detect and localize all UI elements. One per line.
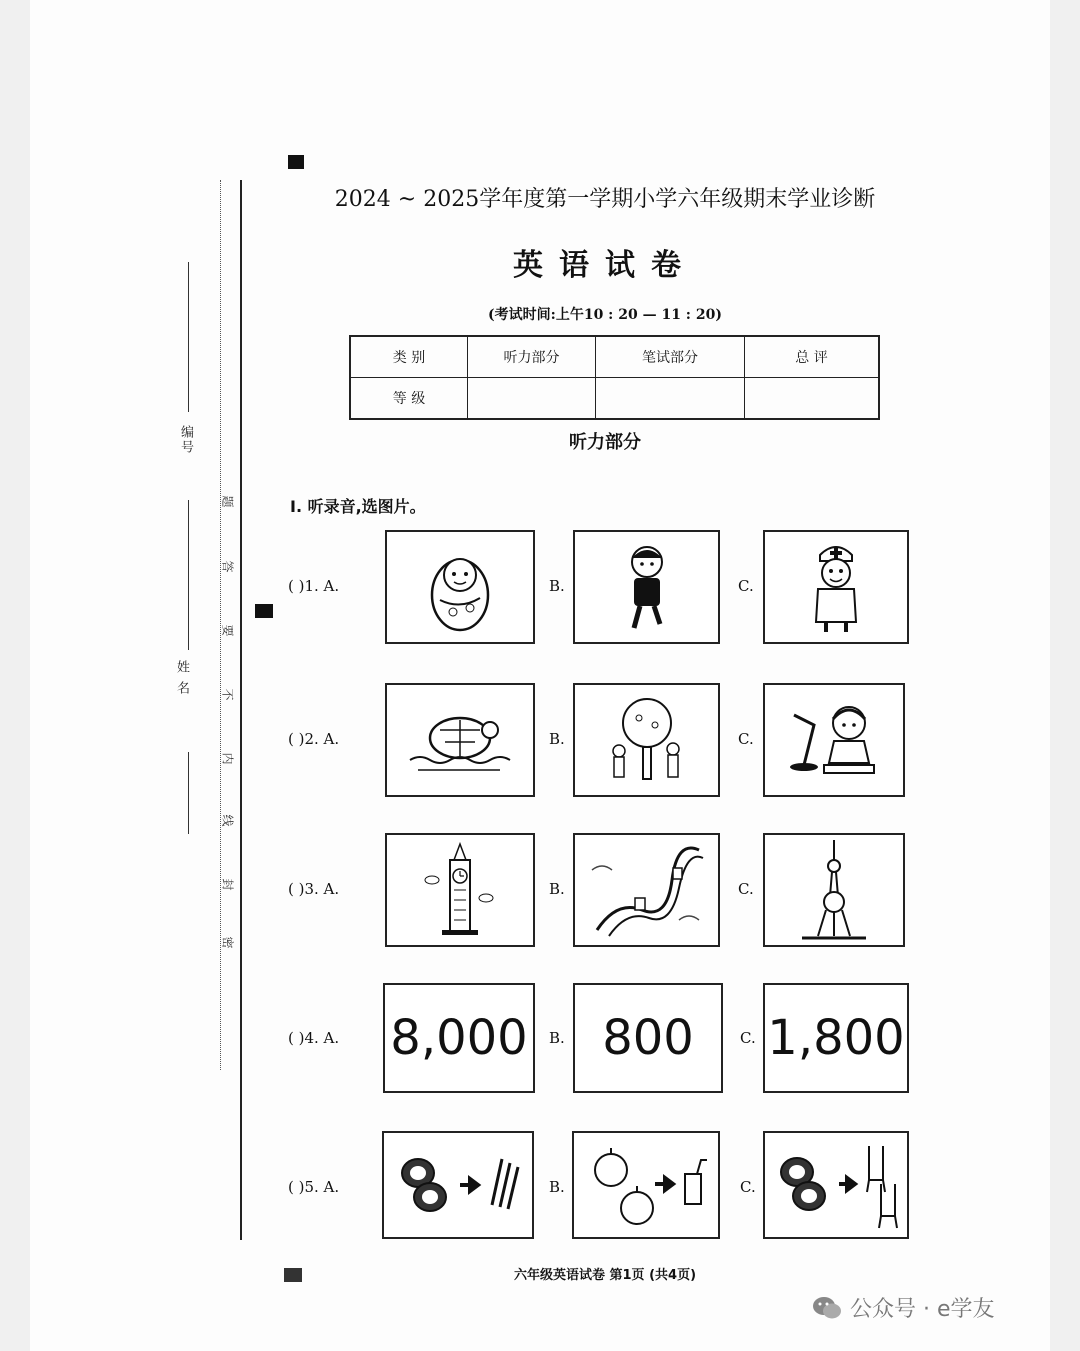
great-wall-icon — [587, 840, 707, 940]
apples-to-juice-icon — [581, 1140, 711, 1230]
number-option: 8,000 — [390, 1010, 528, 1066]
number-label: 编号 — [178, 425, 193, 455]
watermark — [812, 1292, 995, 1323]
option-label-b: B. — [549, 730, 565, 748]
seal-char: 密 — [220, 936, 235, 949]
grade-table-header: 类 别 — [350, 336, 468, 378]
turtle-icon — [400, 700, 520, 780]
number-option: 1,800 — [767, 1010, 905, 1066]
option-label-c: C. — [738, 730, 754, 748]
grade-cell-total[interactable] — [745, 378, 880, 420]
big-ben-icon — [420, 840, 500, 940]
option-box[interactable] — [573, 833, 720, 947]
option-label-b: B. — [549, 1178, 565, 1196]
option-box[interactable] — [572, 1131, 720, 1239]
option-label-b: B. — [549, 577, 565, 595]
grade-cell-listening[interactable] — [468, 378, 596, 420]
option-box[interactable] — [573, 983, 723, 1093]
number-field-line — [188, 262, 189, 412]
seal-char: 题 — [220, 495, 235, 508]
option-label-c: C. — [740, 1029, 756, 1047]
exam-title: 2024 ~ 2025学年度第一学期小学六年级期末学业诊断 — [334, 187, 876, 212]
option-box[interactable] — [573, 683, 720, 797]
grade-table-header: 听力部分 — [468, 336, 596, 378]
option-label-b: B. — [549, 880, 565, 898]
option-box[interactable] — [383, 983, 535, 1093]
seal-char: 线 — [220, 814, 235, 827]
option-box[interactable] — [763, 530, 909, 644]
name-field-line — [188, 500, 189, 650]
option-label-c: C. — [738, 577, 754, 595]
option-box[interactable] — [763, 683, 905, 797]
student-icon — [612, 540, 682, 635]
seal-char: 封 — [220, 878, 235, 891]
grade-table-header: 总 评 — [745, 336, 880, 378]
seal-char: 内 — [220, 752, 235, 765]
option-box[interactable] — [385, 530, 535, 644]
option-label-c: C. — [740, 1178, 756, 1196]
option-box[interactable] — [763, 983, 909, 1093]
question-label: ( )1. A. — [288, 577, 340, 595]
question-label: ( )3. A. — [288, 880, 340, 898]
registration-mark — [255, 604, 273, 618]
extra-field-line — [188, 752, 189, 834]
option-box[interactable] — [385, 683, 535, 797]
option-box[interactable] — [763, 1131, 909, 1239]
option-box[interactable] — [573, 530, 720, 644]
question-label: ( )2. A. — [288, 730, 340, 748]
seal-char: 要 — [220, 624, 235, 637]
registration-mark — [288, 155, 304, 169]
exam-subject: 英语试卷 — [513, 248, 697, 283]
wood-to-pencils-icon — [392, 1145, 524, 1225]
picking-apples-icon — [597, 693, 697, 788]
grade-cell-writing[interactable] — [596, 378, 745, 420]
question-label: ( )5. A. — [288, 1178, 340, 1196]
grade-table-row-label: 等 级 — [350, 378, 468, 420]
section-heading: 听力部分 — [569, 432, 641, 453]
option-box[interactable] — [763, 833, 905, 947]
doctor-icon — [796, 537, 876, 637]
part-title: I. 听录音,选图片。 — [290, 497, 426, 516]
option-box[interactable] — [382, 1131, 534, 1239]
watermark-text: 公众号 · e学友 — [850, 1297, 995, 1322]
grade-table-header: 笔试部分 — [596, 336, 745, 378]
name-label: 姓 名 — [174, 660, 189, 697]
question-label: ( )4. A. — [288, 1029, 340, 1047]
exam-time: (考试时间:上午10 : 20 — 11 : 20) — [488, 307, 722, 323]
page-footer: 六年级英语试卷 第1页 (共4页) — [513, 1268, 697, 1283]
option-label-b: B. — [549, 1029, 565, 1047]
wood-to-chairs-icon — [771, 1140, 901, 1230]
seal-char: 答 — [220, 560, 235, 573]
boy-reading-icon — [774, 695, 894, 785]
seal-char: 不 — [220, 688, 235, 701]
number-option: 800 — [602, 1010, 694, 1066]
baby-icon — [415, 540, 505, 635]
option-label-c: C. — [738, 880, 754, 898]
wechat-icon — [812, 1295, 842, 1321]
option-box[interactable] — [385, 833, 535, 947]
grade-table — [349, 335, 880, 420]
tv-tower-icon — [794, 838, 874, 943]
binding-solid-line — [240, 180, 242, 1240]
